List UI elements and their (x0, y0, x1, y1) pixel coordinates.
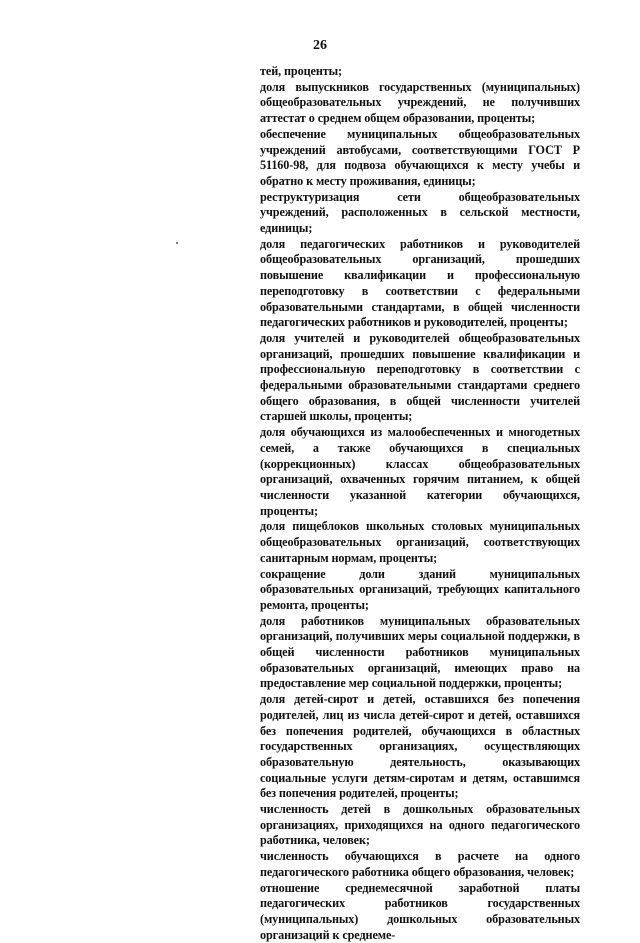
scan-speck (176, 242, 178, 244)
list-item: доля пищеблоков школьных столовых муниципальных общеобразовательных организаций, соответствующих санитарным нормам, проценты; (260, 519, 580, 565)
list-item: численность детей в дошкольных образовательных организациях, приходящихся на одного педагогического работника, человек; (260, 802, 580, 848)
indicator-list (260, 64, 580, 943)
list-item: тей, проценты; (260, 64, 343, 78)
list-item: доля учителей и руководителей общеобразовательных организаций, прошедших повышение квалификации и профессиональную переподготовку в соответствии с федеральными образовательными стандартами среднего общего образования, в общей численности учителей старшей школы, проценты; (260, 330, 580, 424)
list-item: обеспечение муниципальных общеобразовательных учреждений автобусами, соответствующими ГОСТ Р 51160-98, для подвоза обучающихся к месту учебы и обратно к месту проживания, единицы; (260, 126, 580, 188)
list-item: доля обучающихся из малообеспеченных и многодетных семей, а также обучающихся в специальных (коррекционных) классах общеобразовательных организаций, охваченных горячим питанием, к общей численности указанной категории обучающихся, проценты; (260, 425, 580, 518)
page-number: 26 (313, 38, 327, 53)
list-item: доля детей-сирот и детей, оставшихся без попечения родителей, лиц из числа детей-сирот и детей, оставшихся без попечения родителей, обучающихся в областных государственных организациях, осуществляющих образовательную деятельность, оказывающих социальные услуги детям-сиротам и детям, оставшимся без попечения родителей, проценты; (260, 692, 580, 801)
list-item: численность обучающихся в расчете на одного педагогического работника общего образования, человек; (260, 849, 580, 879)
list-item: отношение среднемесячной заработной платы педагогических работников государственных (муниципальных) дошкольных образовательных организаций к среднеме- (260, 880, 580, 942)
list-item: сокращение доли зданий муниципальных образовательных организаций, требующих капитального ремонта, проценты; (260, 566, 580, 612)
list-item: доля педагогических работников и руководителей общеобразовательных организаций, прошедших повышение квалификации и профессиональную переподготовку в соответствии с федеральными образовательными стандартами, в общей численности педагогических работников и руководителей, проценты; (260, 236, 580, 330)
list-item: доля работников муниципальных образовательных организаций, получивших меры социальной поддержки, в общей численности работников муниципальных образовательных организаций, имеющих право на предоставление мер социальной поддержки, проценты; (260, 613, 580, 691)
list-item: реструктуризация сети общеобразовательных учреждений, расположенных в сельской местности, единицы; (260, 189, 580, 236)
list-item: доля выпускников государственных (муниципальных) общеобразовательных учреждений, не получивших аттестат о среднем общем образовании, проценты; (260, 79, 580, 126)
